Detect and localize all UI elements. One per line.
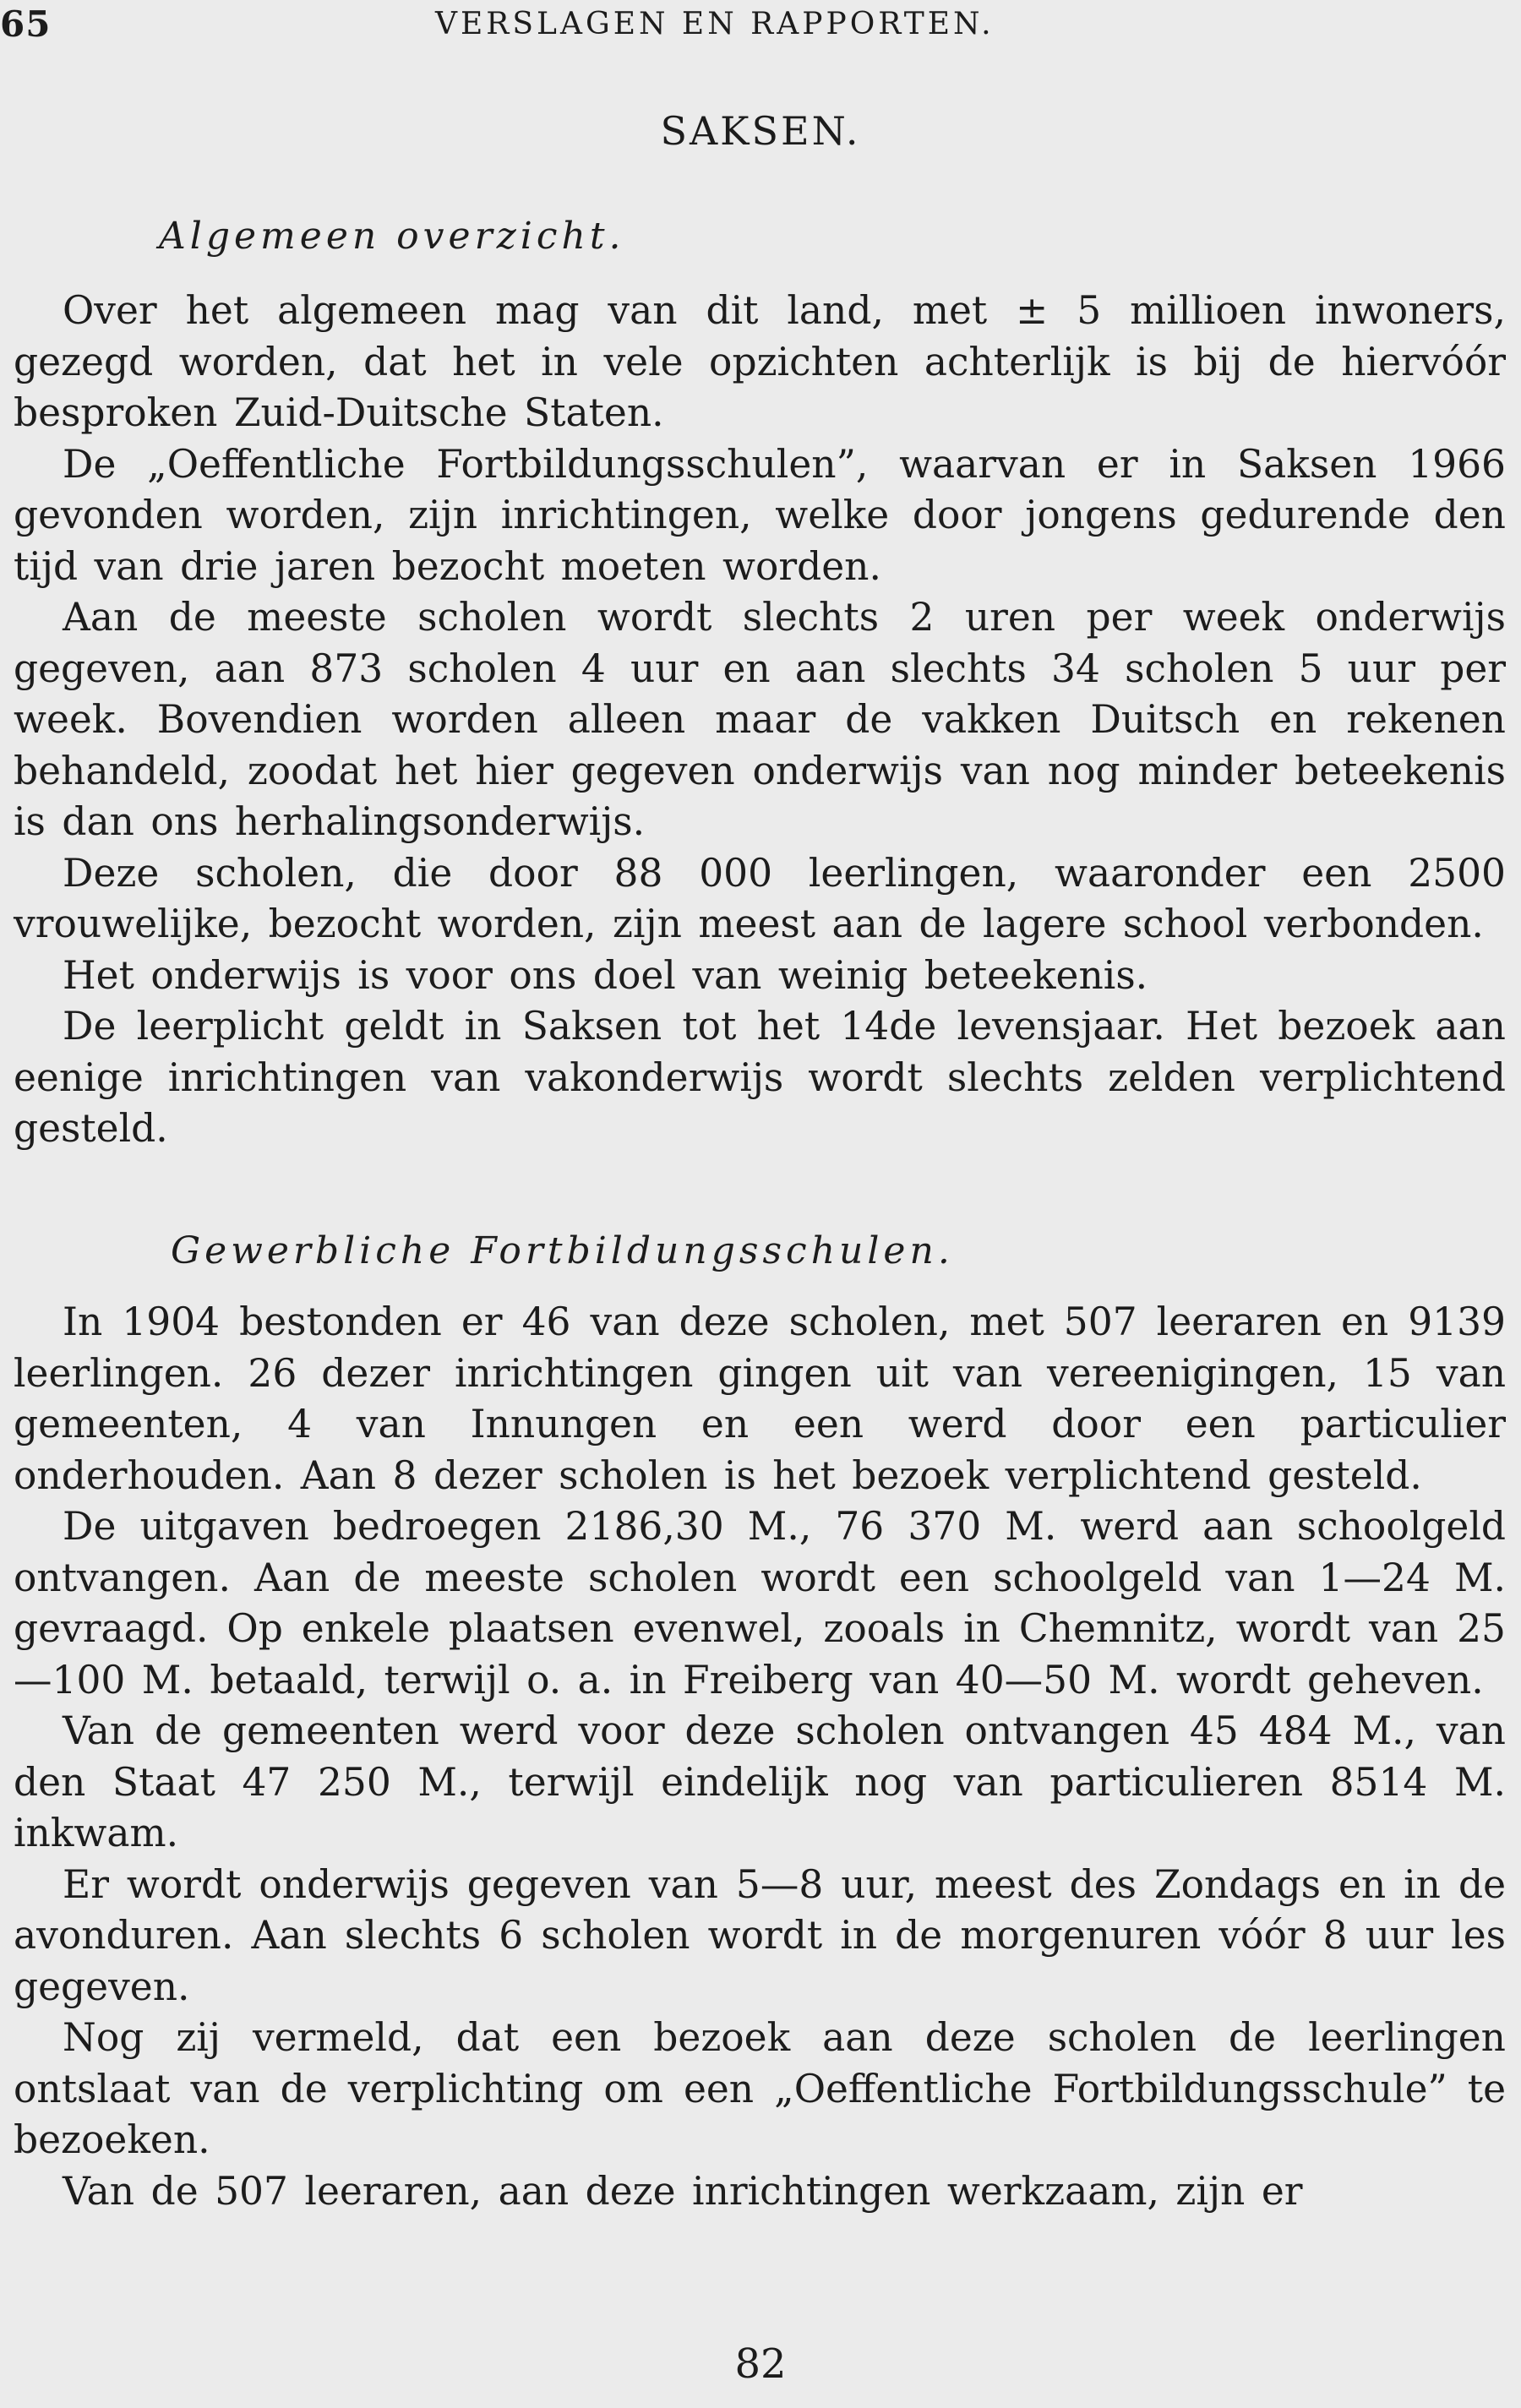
paragraph: Van de gemeenten werd voor deze scholen ontvangen 45 484 M., van den Staat 47 250 M., terwijl eindelijk nog van particulieren 8514 M. inkwam.	[14, 1708, 1506, 1855]
paragraph: Aan de meeste scholen wordt slechts 2 uren per week onderwijs gegeven, aan 873 scholen 4 uur en aan slechts 34 scholen 5 uur per week. Bovendien worden alleen maar de vakken Duitsch en rekenen behandeld, zoodat het hier gegeven onderwijs van nog minder beteekenis is dan ons herhalingsonderwijs.	[14, 595, 1506, 844]
footer-page-number: 82	[734, 2340, 787, 2388]
paragraph: De „Oeffentliche Fortbildungsschulen”, waarvan er in Saksen 1966 gevonden worden, zijn inrichtingen, welke door jongens gedurende den tijd van drie jaren bezocht moeten worden.	[14, 441, 1506, 589]
subsection-body-algemeen	[14, 286, 1506, 1155]
paragraph: Deze scholen, die door 88 000 leerlingen, waaronder een 2500 vrouwelijke, bezocht worden, zijn meest aan de lagere school verbonden.	[14, 850, 1506, 946]
paragraph: De uitgaven bedroegen 2186,30 M., 76 370 M. werd aan schoolgeld ontvangen. Aan de meeste scholen wordt een schoolgeld van 1—24 M. gevraagd. Op enkele plaatsen evenwel, zooals in Chemnitz, wordt van 25—100 M. betaald, terwijl o. a. in Freiberg van 40—50 M. wordt geheven.	[14, 1504, 1506, 1702]
running-title: VERSLAGEN EN RAPPORTEN.	[435, 7, 995, 41]
paragraph: Van de 507 leeraren, aan deze inrichtingen werkzaam, zijn er	[63, 2168, 1303, 2214]
paragraph: In 1904 bestonden er 46 van deze scholen, met 507 leeraren en 9139 leerlingen. 26 dezer inrichtingen gingen uit van vereenigingen, 15 van gemeenten, 4 van Innungen en een werd door een particulier onderhouden. Aan 8 dezer scholen is het bezoek verplichtend gesteld.	[14, 1299, 1506, 1498]
subsection-heading-algemeen: Algemeen overzicht.	[159, 215, 625, 258]
paragraph: De leerplicht geldt in Saksen tot het 14de levensjaar. Het bezoek aan eenige inrichtingen van vakonderwijs wordt slechts zelden verplichtend gesteld.	[14, 1004, 1506, 1151]
section-title: SAKSEN.	[660, 108, 861, 154]
subsection-body-gewerbliche	[14, 1297, 1506, 2217]
paragraph: Er wordt onderwijs gegeven van 5—8 uur, meest des Zondags en in de avonduren. Aan slechts 6 scholen wordt in de morgenuren vóór 8 uur les gegeven.	[14, 1861, 1506, 2009]
subsection-heading-gewerbliche: Gewerbliche Fortbildungsschulen.	[171, 1229, 954, 1272]
paragraph: Nog zij vermeld, dat een bezoek aan deze scholen de leerlingen ontslaat van de verplichting om een „Oeffentliche Fortbildungsschule” te bezoeken.	[14, 2015, 1506, 2162]
paragraph: Over het algemeen mag van dit land, met ± 5 millioen inwoners, gezegd worden, dat het in vele opzichten achterlijk is bij de hiervóór besproken Zuid-Duitsche Staten.	[14, 288, 1506, 435]
paragraph: Het onderwijs is voor ons doel van weinig beteekenis.	[63, 952, 1148, 998]
header-page-number: 65	[0, 3, 52, 45]
